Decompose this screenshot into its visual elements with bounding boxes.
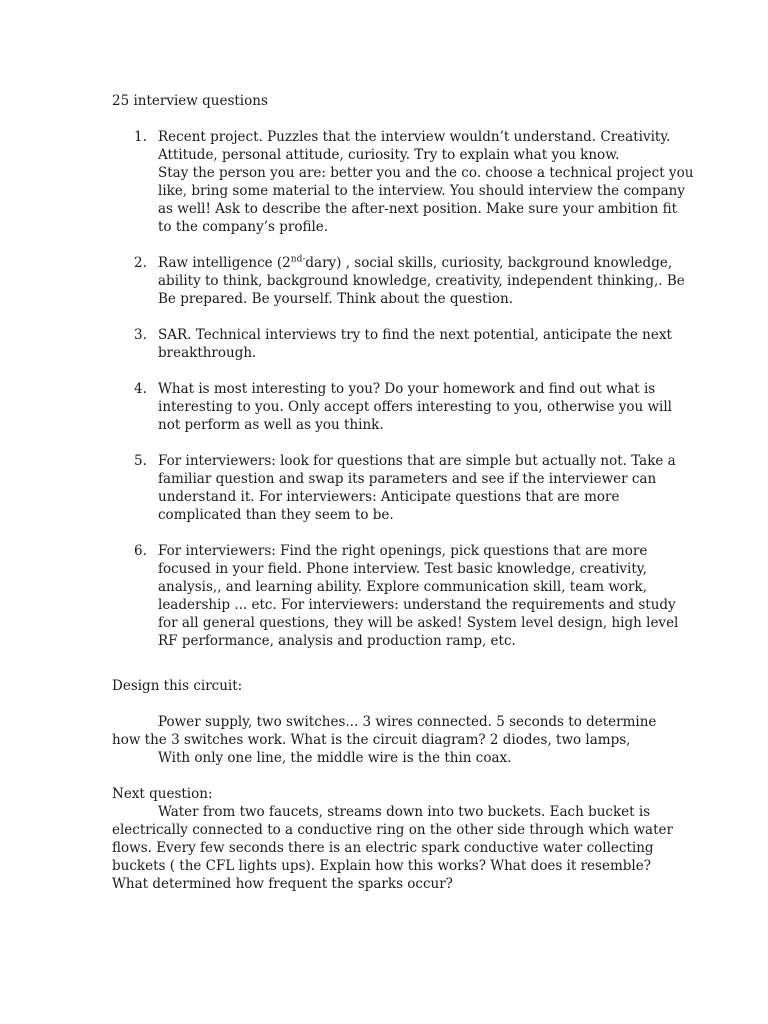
question-line: as well! Ask to describe the after-next position. Make sure your ambition fit xyxy=(158,201,677,217)
question-item-1 xyxy=(112,128,694,236)
paragraph-line: how the 3 switches work. What is the circuit diagram? 2 diodes, two lamps, xyxy=(112,732,631,748)
paragraph-line: buckets ( the CFL lights ups). Explain how this works? What does it resemble? xyxy=(112,858,651,874)
question-list xyxy=(112,128,694,668)
question-number: 5. xyxy=(134,453,147,469)
question-line: For interviewers: look for questions that are simple but actually not. Take a xyxy=(158,453,676,469)
question-number: 2. xyxy=(134,255,147,271)
question-line: What is most interesting to you? Do your homework and find out what is xyxy=(158,381,656,397)
question-line: focused in your field. Phone interview. Test basic knowledge, creativity, xyxy=(158,561,647,577)
question-line: for all general questions, they will be asked! System level design, high level xyxy=(158,615,679,631)
section-heading: Next question: xyxy=(112,786,213,802)
question-line: interesting to you. Only accept offers interesting to you, otherwise you will xyxy=(158,399,673,415)
question-line: understand it. For interviewers: Anticipate questions that are more xyxy=(158,489,620,505)
paragraph-line: electrically connected to a conductive ring on the other side through which water xyxy=(112,822,673,838)
question-line: Attitude, personal attitude, curiosity. Try to explain what you know. xyxy=(158,147,620,163)
question-line: Be prepared. Be yourself. Think about the question. xyxy=(158,291,514,307)
question-line: to the company’s profile. xyxy=(158,219,329,235)
question-line: For interviewers: Find the right openings, pick questions that are more xyxy=(158,543,648,559)
question-number: 6. xyxy=(134,543,147,559)
question-line: breakthrough. xyxy=(158,345,257,361)
paragraph-line: Power supply, two switches... 3 wires connected. 5 seconds to determine xyxy=(158,714,657,730)
question-line-end: dary) , social skills, curiosity, background knowledge, xyxy=(305,255,673,271)
question-number: 1. xyxy=(134,129,147,145)
question-line: Recent project. Puzzles that the interview wouldn’t understand. Creativity. xyxy=(158,129,671,145)
question-item-6 xyxy=(112,542,679,650)
design-circuit-body xyxy=(112,713,672,767)
question-item-4 xyxy=(112,380,672,434)
question-line: complicated than they seem to be. xyxy=(158,507,394,523)
paragraph-line: Water from two faucets, streams down into two buckets. Each bucket is xyxy=(158,804,651,820)
question-line: analysis,, and learning ability. Explore communication skill, team work, xyxy=(158,579,647,595)
next-question-block xyxy=(112,785,672,893)
paragraph-line: With only one line, the middle wire is the thin coax. xyxy=(158,750,512,766)
paragraph-line: What determined how frequent the sparks occur? xyxy=(112,876,453,892)
question-item-3 xyxy=(112,326,672,362)
question-line: SAR. Technical interviews try to find the next potential, anticipate the next xyxy=(158,327,672,343)
question-number: 3. xyxy=(134,327,147,343)
superscript-ordinal: nd- xyxy=(290,254,306,265)
question-line: leadership ... etc. For interviewers: understand the requirements and study xyxy=(158,597,676,613)
question-line: RF performance, analysis and production ramp, etc. xyxy=(158,633,516,649)
design-circuit-heading-block xyxy=(112,677,672,695)
question-line: Stay the person you are: better you and the co. choose a technical project you xyxy=(158,165,694,181)
question-line: not perform as well as you think. xyxy=(158,417,384,433)
question-line xyxy=(158,254,672,272)
question-number: 4. xyxy=(134,381,147,397)
question-line-start: Raw intelligence (2 xyxy=(158,255,291,271)
section-heading: Design this circuit: xyxy=(112,678,243,694)
question-item-2 xyxy=(112,254,685,308)
question-item-5 xyxy=(112,452,676,524)
document-title: 25 interview questions xyxy=(112,93,268,109)
question-line: ability to think, background knowledge, creativity, independent thinking,. Be xyxy=(158,273,685,289)
paragraph-line: flows. Every few seconds there is an electric spark conductive water collecting xyxy=(112,840,654,856)
question-line: familiar question and swap its parameters and see if the interviewer can xyxy=(158,471,657,487)
question-line: like, bring some material to the interview. You should interview the company xyxy=(158,183,685,199)
